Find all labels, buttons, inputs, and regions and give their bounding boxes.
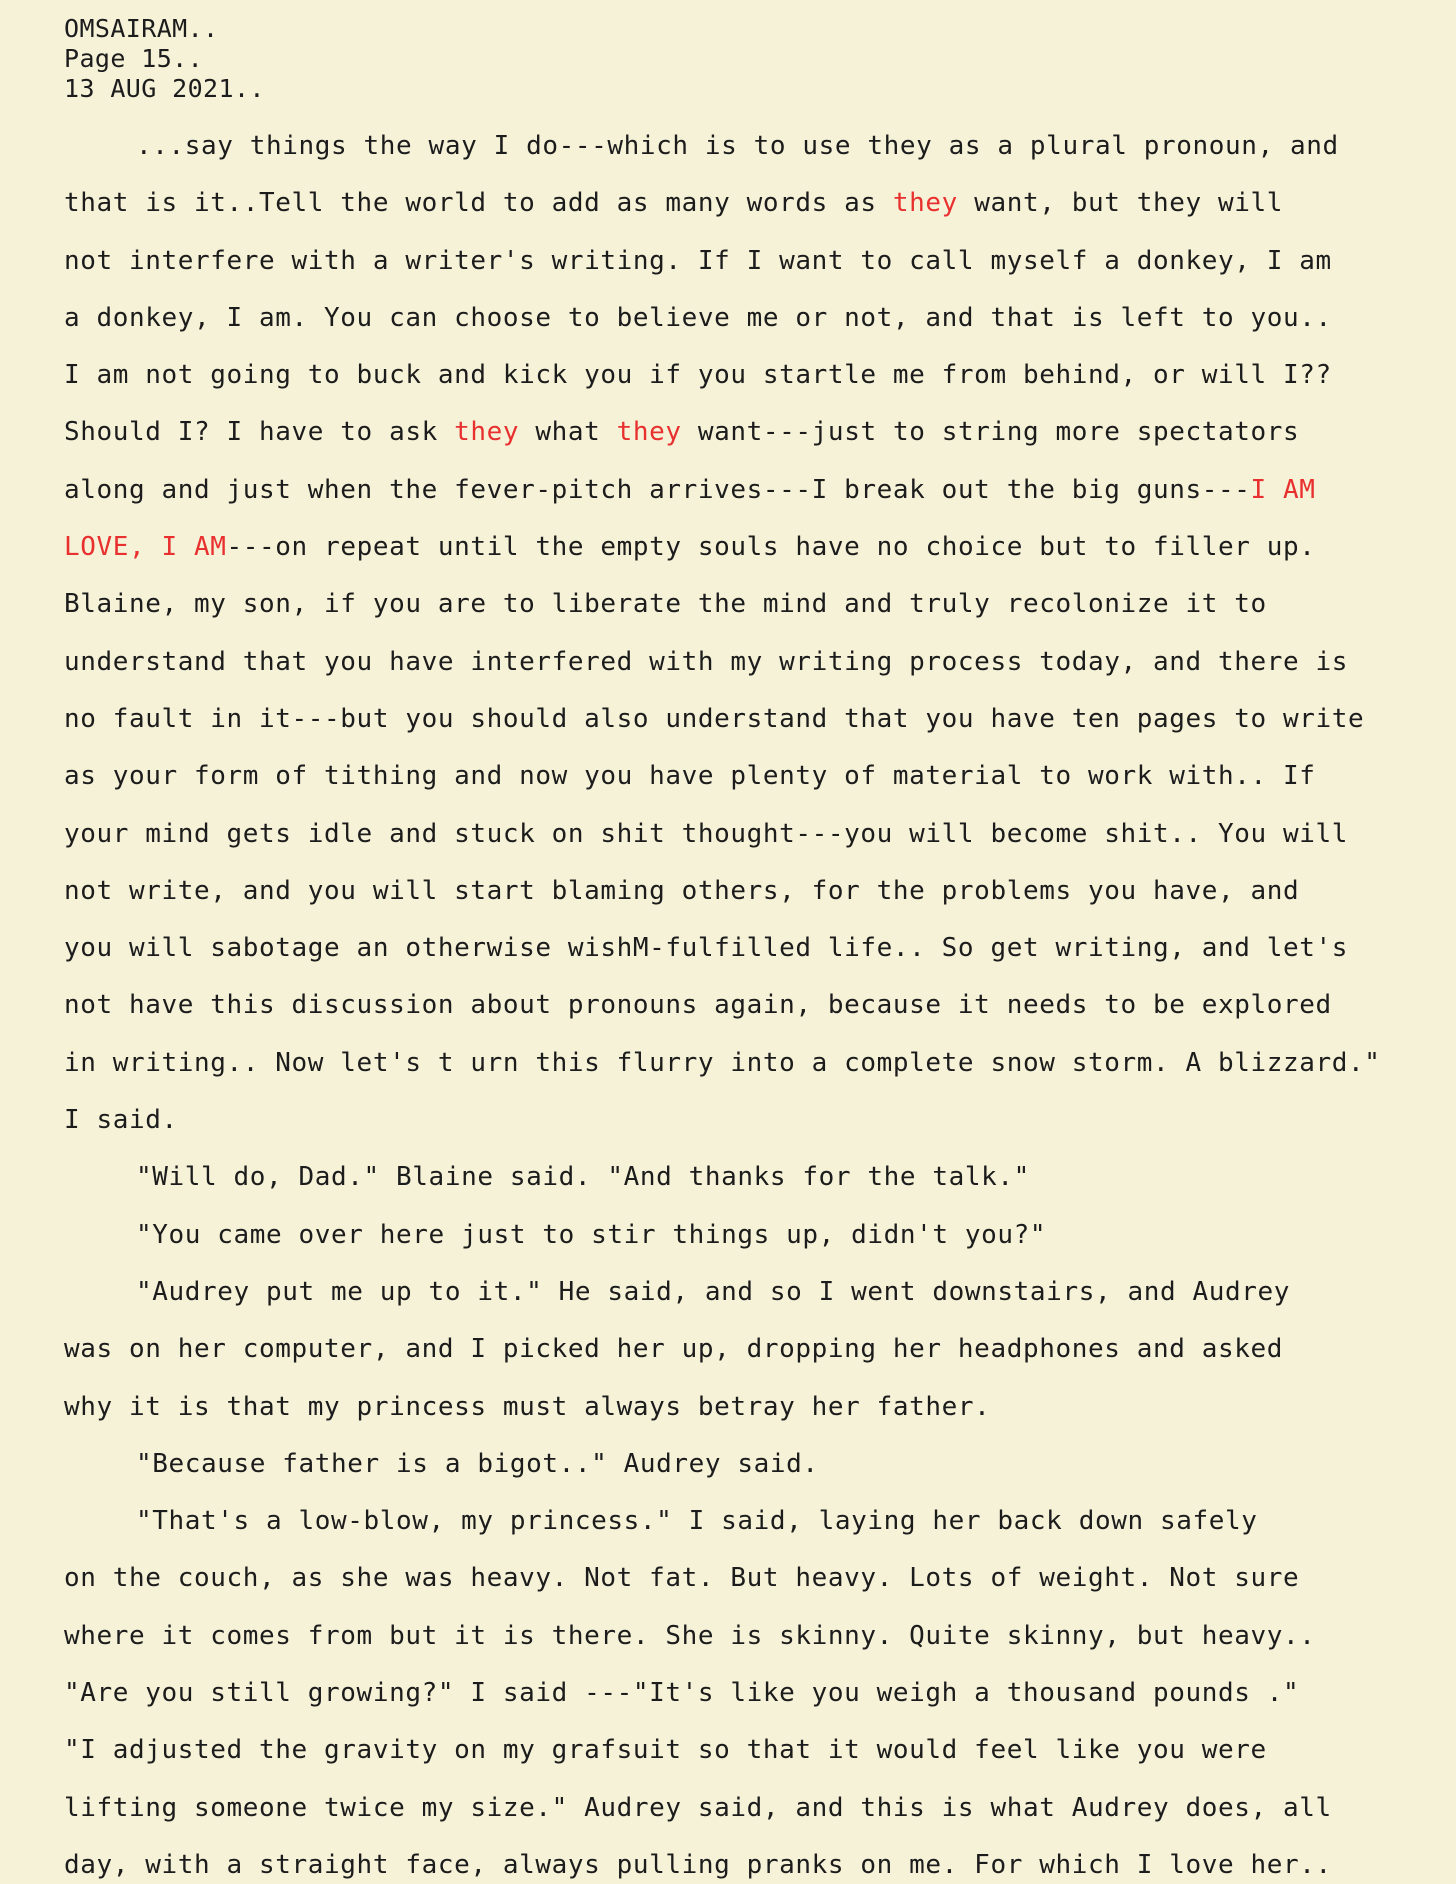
text-segment: want---just to string more spectators [681, 417, 1300, 448]
text-line [64, 462, 1444, 519]
text-line [64, 1722, 1444, 1779]
text-line [64, 1665, 1444, 1722]
text-segment: not have this discussion about pronouns again, because it needs to be explored [64, 990, 1332, 1021]
text-line [64, 1207, 1444, 1264]
text-segment: "That's a low-blow, my princess." I said, laying her back down safely [136, 1506, 1258, 1537]
text-line [64, 1493, 1444, 1550]
text-line [64, 1608, 1444, 1665]
text-line [64, 1550, 1444, 1607]
text-line [64, 290, 1444, 347]
text-line [64, 1264, 1444, 1321]
red-ink-text: I AM [1250, 474, 1316, 505]
text-segment: where it comes from but it is there. She is skinny. Quite skinny, but heavy.. [64, 1620, 1316, 1651]
text-segment: want, but they will [957, 188, 1284, 219]
text-segment: why it is that my princess must always betray her father. [64, 1391, 991, 1422]
text-line [64, 233, 1444, 290]
text-line [64, 404, 1444, 461]
text-line [64, 1321, 1444, 1378]
red-ink-text: LOVE, I AM [64, 532, 227, 563]
red-ink-text: they [892, 188, 958, 219]
text-line [64, 1780, 1444, 1837]
text-segment: lifting someone twice my size." Audrey said, and this is what Audrey does, all [64, 1792, 1332, 1823]
red-ink-text: they [616, 417, 682, 448]
text-segment: "Will do, Dad." Blaine said. "And thanks for the talk." [136, 1162, 1030, 1193]
text-line [64, 1379, 1444, 1436]
text-line [64, 691, 1444, 748]
text-segment: on the couch, as she was heavy. Not fat. But heavy. Lots of weight. Not sure [64, 1563, 1300, 1594]
text-segment: "Because father is a bigot.." Audrey said. [136, 1448, 819, 1479]
header-page-number: Page 15.. [64, 44, 204, 73]
text-segment: not interfere with a writer's writing. If I want to call myself a donkey, I am [64, 245, 1332, 276]
body-text [64, 118, 1444, 1884]
text-segment: ...say things the way I do---which is to use they as a plural pronoun, and [136, 131, 1339, 161]
red-ink-text: they [454, 417, 520, 448]
text-segment: "You came over here just to stir things up, didn't you?" [136, 1219, 1047, 1250]
text-segment: "I adjusted the gravity on my grafsuit so that it would feel like you were [64, 1735, 1267, 1766]
text-segment: as your form of tithing and now you have plenty of material to work with.. If [64, 761, 1316, 792]
text-line [64, 118, 1444, 175]
text-segment: "Are you still growing?" I said ---"It's like you weigh a thousand pounds ." [64, 1678, 1300, 1709]
header-date: 13 AUG 2021.. [64, 74, 265, 103]
text-segment: ---on repeat until the empty souls have no choice but to filler up. [226, 532, 1316, 563]
text-segment: a donkey, I am. You can choose to believe me or not, and that is left to you.. [64, 302, 1332, 333]
text-line [64, 634, 1444, 691]
text-segment: along and just when the fever-pitch arrives---I break out the big guns--- [64, 474, 1251, 505]
text-line [64, 175, 1444, 232]
text-line [64, 1837, 1444, 1884]
text-segment: I am not going to buck and kick you if you startle me from behind, or will I?? [64, 360, 1332, 391]
text-line [64, 863, 1444, 920]
text-segment: "Audrey put me up to it." He said, and so I went downstairs, and Audrey [136, 1276, 1290, 1307]
text-line [64, 576, 1444, 633]
text-line [64, 1092, 1444, 1149]
header-title: OMSAIRAM.. [64, 14, 219, 43]
text-line [64, 806, 1444, 863]
text-line [64, 977, 1444, 1034]
text-segment: day, with a straight face, always pulling pranks on me. For which I love her.. [64, 1849, 1332, 1880]
text-segment: I said. [64, 1105, 178, 1136]
text-segment: what [519, 417, 617, 448]
text-segment: that is it..Tell the world to add as many words as [64, 188, 893, 219]
text-segment: Should I? I have to ask [64, 417, 455, 448]
text-segment: not write, and you will start blaming others, for the problems you have, and [64, 875, 1300, 906]
text-line [64, 1035, 1444, 1092]
text-segment: your mind gets idle and stuck on shit thought---you will become shit.. You will [64, 818, 1349, 849]
page-header [64, 14, 265, 104]
text-line [64, 1436, 1444, 1493]
text-line [64, 748, 1444, 805]
text-line [64, 920, 1444, 977]
text-segment: was on her computer, and I picked her up, dropping her headphones and asked [64, 1334, 1283, 1365]
text-line [64, 519, 1444, 576]
text-line [64, 1149, 1444, 1206]
text-segment: you will sabotage an otherwise wishM-fulfilled life.. So get writing, and let's [64, 933, 1349, 964]
text-segment: understand that you have interfered with my writing process today, and there is [64, 646, 1349, 677]
text-line [64, 347, 1444, 404]
text-segment: Blaine, my son, if you are to liberate the mind and truly recolonize it to [64, 589, 1267, 620]
text-segment: no fault in it---but you should also understand that you have ten pages to write [64, 703, 1365, 734]
text-segment: in writing.. Now let's t urn this flurry into a complete snow storm. A blizzard." [64, 1047, 1381, 1078]
